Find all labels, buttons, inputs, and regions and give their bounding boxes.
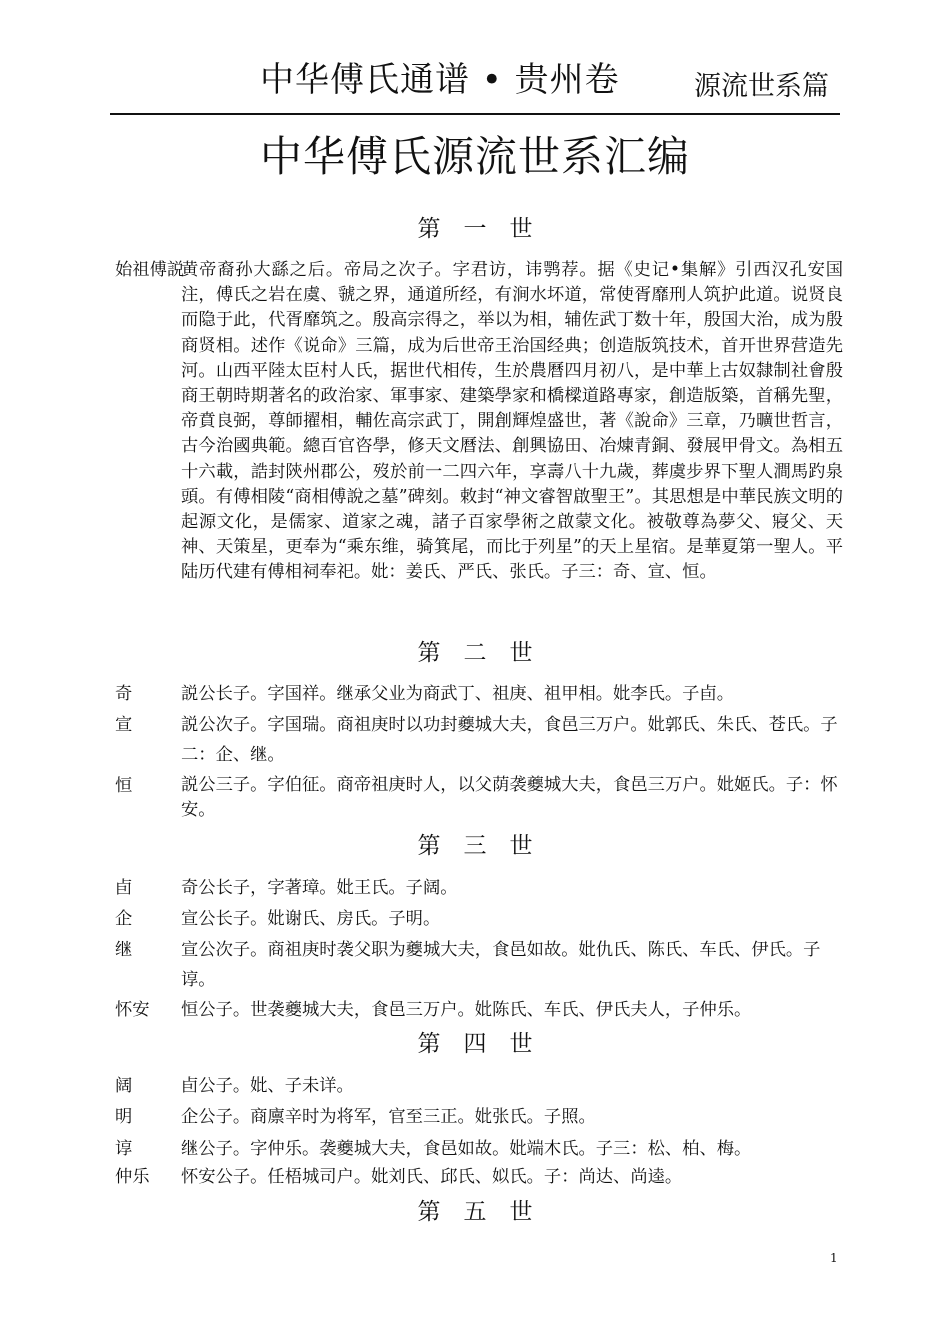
entry-text: 説公三子。字伯征。商帝祖庚时人，以父荫袭夔城大夫，食邑三万户。妣姬氏。子：怀安。 [181, 775, 838, 820]
header-section-label: 源流世系篇 [694, 71, 829, 102]
generation-heading-1: 第 一 世 [417, 216, 533, 242]
entry-text: 卣公子。妣、子未详。 [181, 1076, 354, 1096]
founder-name: 始祖傅説 [115, 260, 185, 280]
entry-name: 继 [115, 940, 133, 960]
generation-heading-2: 第 二 世 [417, 640, 533, 666]
entry-text: 宣公次子。商祖庚时袭父职为夔城大夫，食邑如故。妣仇氏、陈氏、车氏、伊氏。子谆。 [181, 940, 821, 990]
entry-text: 宣公长子。妣谢氏、房氏。子明。 [181, 909, 441, 929]
entry-name: 卣 [115, 878, 133, 898]
header-main-title: 中华傅氏通谱 • 贵州卷 [260, 60, 620, 100]
entry-text: 説公长子。字国祥。继承父业为商武丁、祖庚、祖甲相。妣李氏。子卣。 [181, 684, 735, 704]
entry-name: 阔 [115, 1076, 133, 1096]
entry-text: 奇公长子，字著璋。妣王氏。子阔。 [181, 878, 458, 898]
entry-name: 企 [115, 909, 133, 929]
entry-text: 恒公子。世袭夔城大夫，食邑三万户。妣陈氏、车氏、伊氏夫人，子仲乐。 [181, 1000, 752, 1020]
entry-text: 怀安公子。任梧城司户。妣刘氏、邱氏、姒氏。子：尚达、尚逵。 [181, 1167, 683, 1187]
entry-name: 仲乐 [115, 1167, 150, 1187]
entry-name: 奇 [115, 684, 133, 704]
generation-heading-3: 第 三 世 [417, 833, 533, 859]
founder-biography: 黄帝裔孙大繇之后。帝局之次子。字君访，讳鹗荐。据《史记•集解》引西汉孔安国注，傅氏之岩在虞、虢之界，通道所经，有涧水坏道，常使胥靡刑人筑护此道。说贤良而隐于此，代胥靡筑之。殷高宗得之，举以为相，辅佐武丁数十年，殷国大治，成为殷商贤相。述作《说命》三篇，成为后世帝王治国经典；创造版筑技术，首开世界营造先河。山西平陸太臣村人氏，据世代相传，生於農曆四月初八，是中華上古奴隸制社會殷商王朝時期著名的政治家、軍事家、建築學家和橋樑道路專家，創造版築，首稱先聖，帝賁良弼，尊師擢相，輔佐高宗武丁，開創輝煌盛世，著《說命》三章，乃曠世哲言，古今治國典範。總百官咨學，修天文曆法、創興協田、冶煉青銅、發展甲骨文。為相五十六載，誥封陝州郡公，歿於前一二四六年，享壽八十九歲，葬虞步界下聖人澗馬趵泉頭。有傅相陵“商相傅說之墓”碑刻。敕封“神文睿智啟聖王”。其思想是中華民族文明的起源文化，是儒家、道家之魂，諸子百家學術之啟蒙文化。被敬尊為夢父、寢父、天神、天策星，更奉为“乘东维，骑箕尾，而比于列星”的天上星宿。是華夏第一聖人。平陆历代建有傅相祠奉祀。妣：姜氏、严氏、张氏。子三：奇、宣、恒。 [181, 260, 843, 583]
page-number: 1 [830, 1251, 838, 1265]
entry-name: 明 [115, 1107, 133, 1127]
entry-text: 继公子。字仲乐。袭夔城大夫，食邑如故。妣端木氏。子三：松、柏、梅。 [181, 1139, 752, 1159]
entry-name: 宣 [115, 715, 133, 735]
generation-heading-5: 第 五 世 [417, 1199, 533, 1225]
entry-text: 企公子。商廪辛时为将军，官至三正。妣张氏。子照。 [181, 1107, 596, 1127]
header-rule [110, 113, 840, 115]
entry-name: 怀安 [115, 1000, 150, 1020]
entry-name: 恒 [115, 776, 133, 796]
generation-heading-4: 第 四 世 [417, 1031, 533, 1057]
entry-name: 谆 [115, 1139, 133, 1159]
entry-text: 説公次子。字国瑞。商祖庚时以功封夔城大夫，食邑三万户。妣郭氏、朱氏、苍氏。子二：企、继。 [181, 715, 838, 765]
page-title: 中华傅氏源流世系汇编 [259, 132, 690, 181]
